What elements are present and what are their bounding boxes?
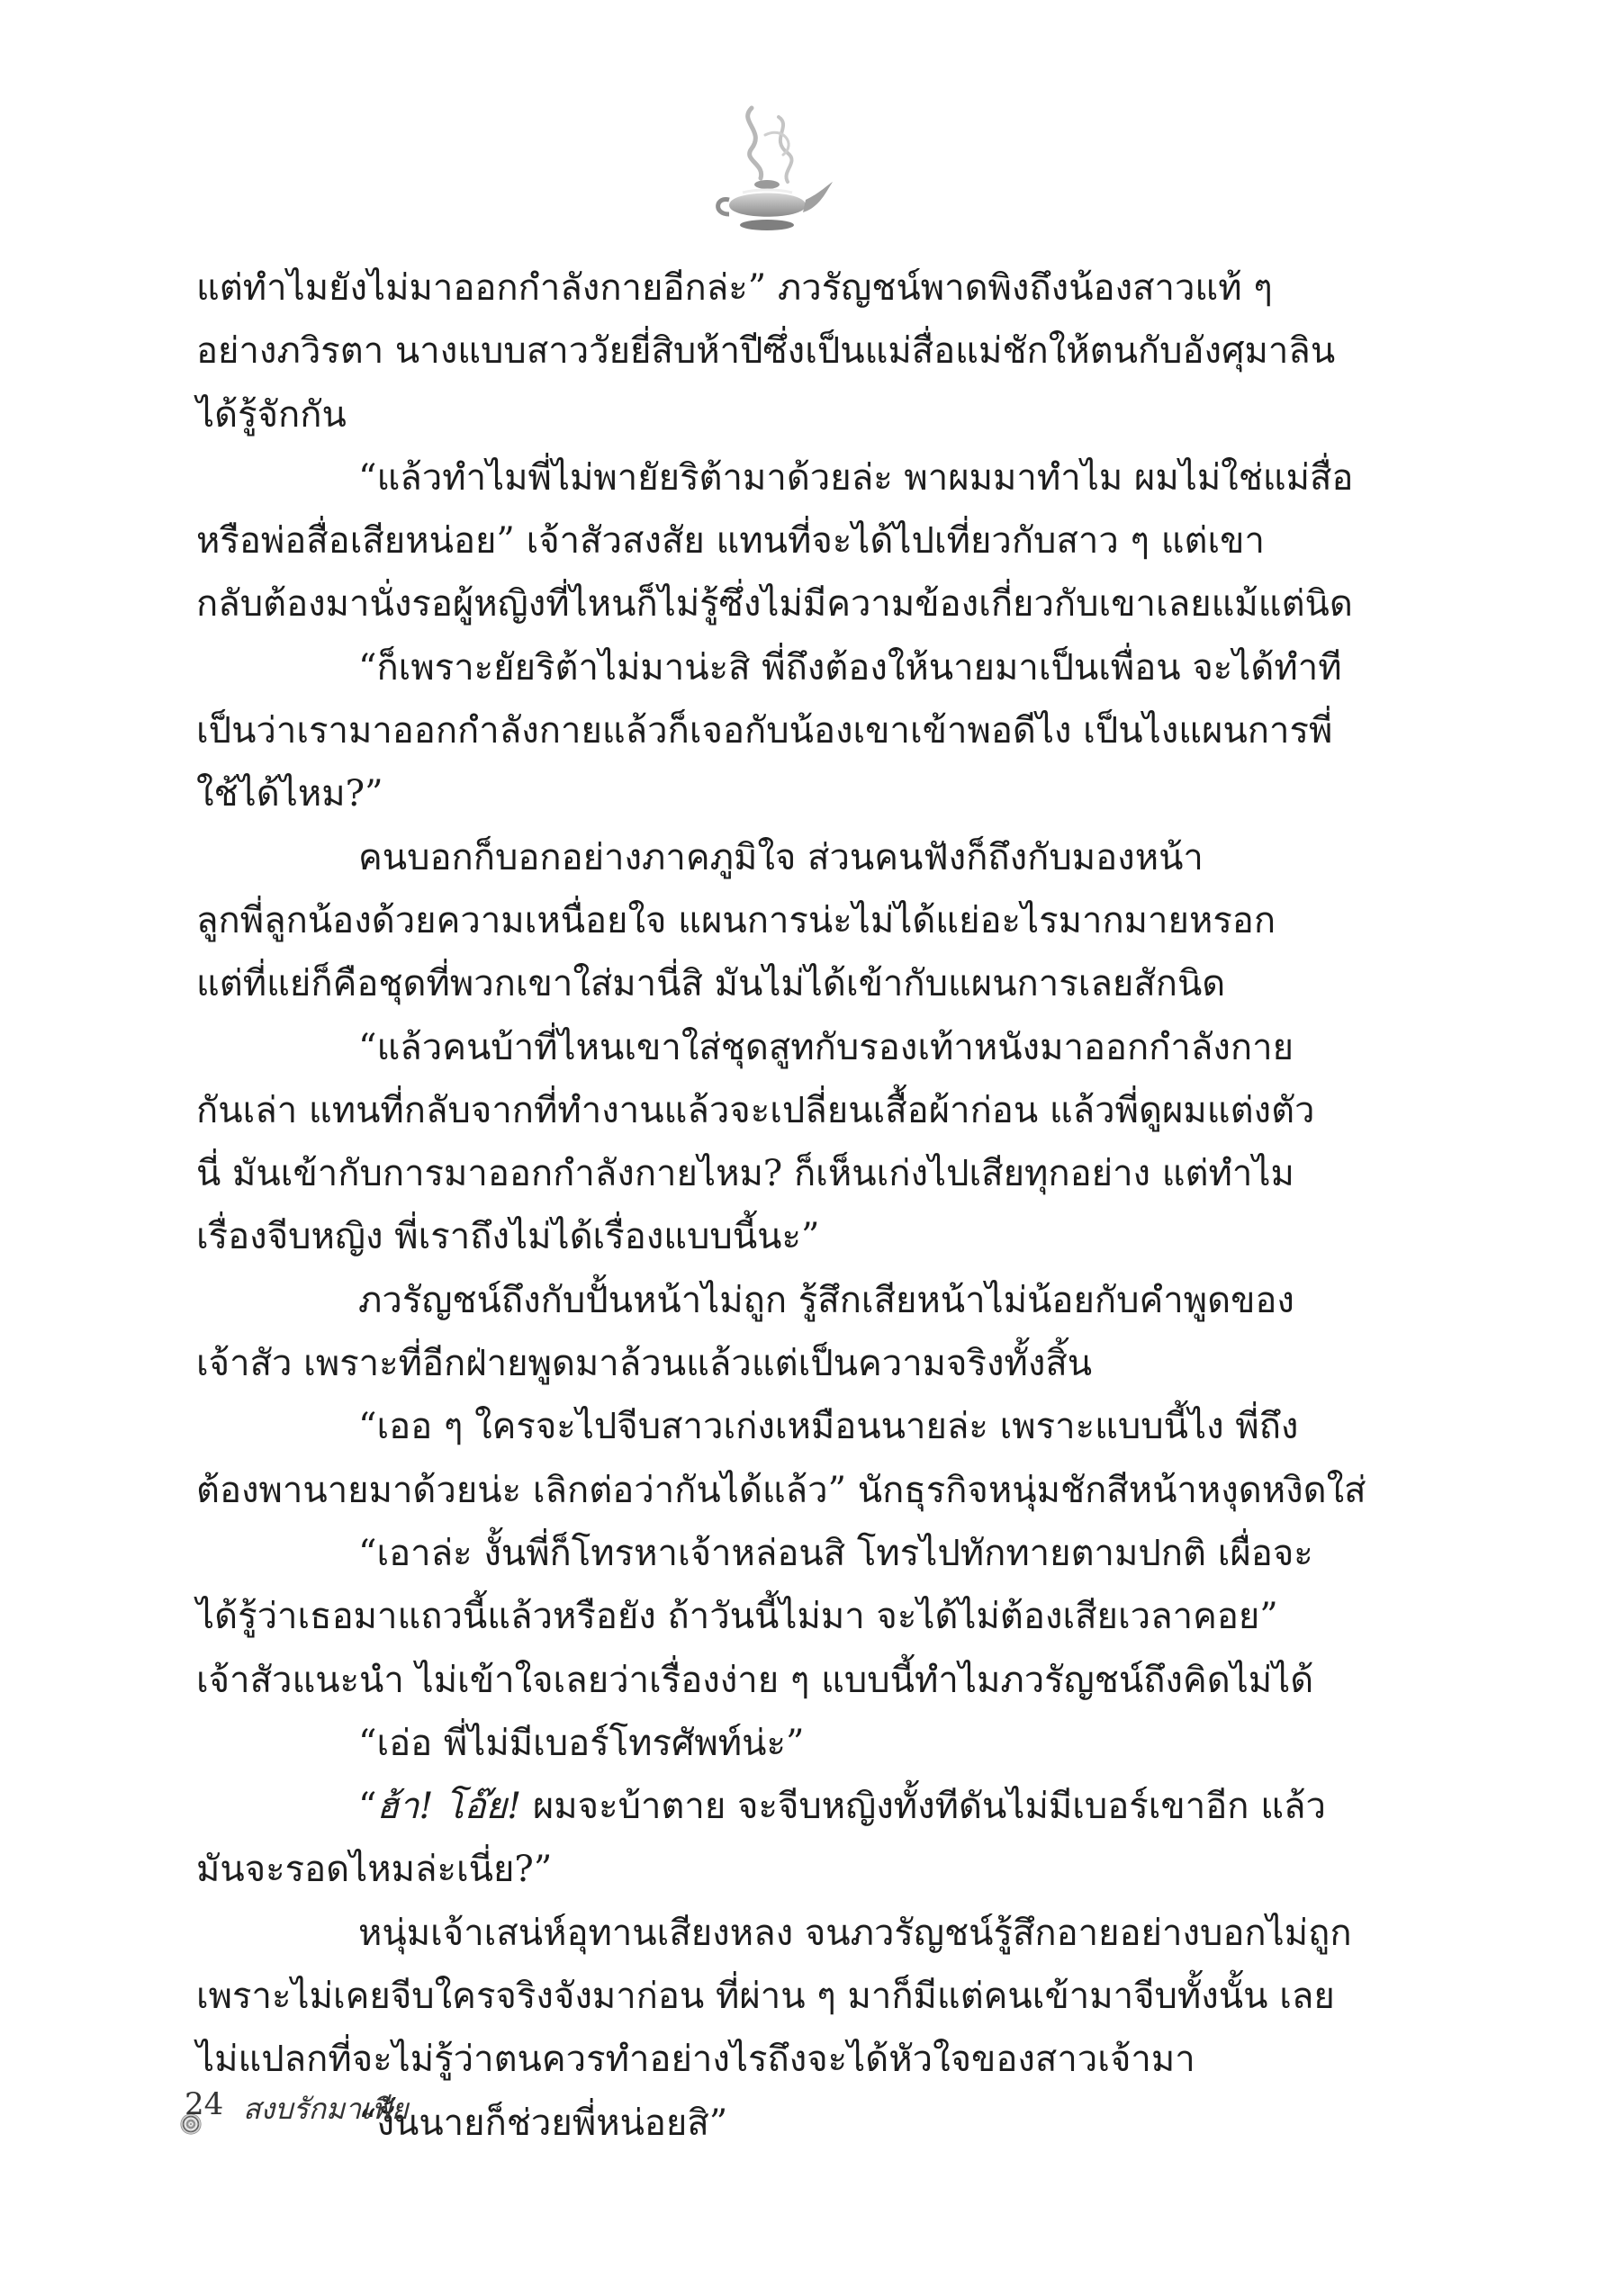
paragraph (196, 1775, 1393, 1902)
text-line: “ก็เพราะยัยริต้าไม่มาน่ะสิ พี่ถึงต้องให้นายมาเป็นเพื่อน จะได้ทำที (358, 646, 1342, 689)
text-line: คนบอกก็บอกอย่างภาคภูมิใจ ส่วนคนฟังก็ถึงกับมองหน้า (358, 836, 1204, 878)
text-line: ต้องพานายมาด้วยน่ะ เลิกต่อว่ากันได้แล้ว” นักธุรกิจหนุ่มชักสีหน้าหงุดหงิดใส่ (196, 1469, 1366, 1511)
text-line: “เอ่อ พี่ไม่มีเบอร์โทรศัพท์น่ะ” (358, 1722, 805, 1764)
text-line: “เออ ๆ ใครจะไปจีบสาวเก่งเหมือนนายล่ะ เพราะแบบนี้ไง พี่ถึง (358, 1406, 1299, 1448)
text-line: แต่ทำไมยังไม่มาออกกำลังกายอีกล่ะ” ภวรัญชน์พาดพิงถึงน้องสาวแท้ ๆ (196, 267, 1273, 309)
text-line: “ฮ้า! โอ๊ย! ผมจะบ้าตาย จะจีบหญิงทั้งทีดันไม่มีเบอร์เขาอีก แล้ว (358, 1786, 1326, 1828)
text-line: “แล้วคนบ้าที่ไหนเขาใส่ชุดสูทกับรองเท้าหนังมาออกกำลังกาย (358, 1026, 1294, 1068)
text-line: มันจะรอดไหมล่ะเนี่ย?” (196, 1849, 553, 1891)
text-line: เจ้าสัวแนะนำ ไม่เข้าใจเลยว่าเรื่องง่าย ๆ แบบนี้ทำไมภวรัญชน์ถึงคิดไม่ได้ (196, 1659, 1314, 1701)
text-line: หนุ่มเจ้าเสน่ห์อุทานเสียงหลง จนภวรัญชน์รู้สึกอายอย่างบอกไม่ถูก (358, 1912, 1352, 1954)
paragraph (196, 257, 1393, 446)
italic-exclamation: ฮ้า! โอ๊ย! (376, 1786, 522, 1828)
text-line: ไม่แปลกที่จะไม่รู้ว่าตนควรทำอย่างไรถึงจะได้หัวใจของสาวเจ้ามา (196, 2039, 1195, 2081)
body-text (196, 257, 1393, 2155)
text-line: กลับต้องมานั่งรอผู้หญิงที่ไหนก็ไม่รู้ซึ่งไม่มีความข้องเกี่ยวกับเขาเลยแม้แต่นิด (196, 583, 1353, 626)
text-line: นี่ มันเข้ากับการมาออกกำลังกายไหม? ก็เห็นเก่งไปเสียทุกอย่าง แต่ทำไม (196, 1153, 1294, 1195)
teapot-lamp-ornament-icon (702, 99, 837, 248)
text-line: แต่ที่แย่ก็คือชุดที่พวกเขาใส่มานี่สิ มันไม่ได้เข้ากับแผนการเลยสักนิด (196, 963, 1226, 1005)
text-line: ได้รู้จักกัน (196, 393, 347, 436)
text-line: หรือพ่อสื่อเสียหน่อย” เจ้าสัวสงสัย แทนที่จะได้ไปเที่ยวกับสาว ๆ แต่เขา (196, 520, 1265, 563)
text-line: ลูกพี่ลูกน้องด้วยความเหนื่อยใจ แผนการน่ะไม่ได้แย่อะไรมากมายหรอก (196, 899, 1276, 941)
text-line: เจ้าสัว เพราะที่อีกฝ่ายพูดมาล้วนแล้วแต่เป็นความจริงทั้งสิ้น (196, 1343, 1093, 1385)
text-line: ได้รู้ว่าเธอมาแถวนี้แล้วหรือยัง ถ้าวันนี้ไม่มา จะได้ไม่ต้องเสียเวลาคอย” (196, 1596, 1278, 1638)
paragraph (196, 1522, 1393, 1712)
text-line: อย่างภวิรตา นางแบบสาววัยยี่สิบห้าปีซึ่งเป็นแม่สื่อแม่ชักให้ตนกับอังศุมาลิน (196, 330, 1336, 373)
text-line: เพราะไม่เคยจีบใครจริงจังมาก่อน ที่ผ่าน ๆ มาก็มีแต่คนเข้ามาจีบทั้งนั้น เลย (196, 1976, 1335, 2018)
paragraph (196, 1395, 1393, 1522)
text-line: “งั้นนายก็ช่วยพี่หน่อยสิ” (358, 2102, 728, 2144)
text-line: ใช้ได้ไหม?” (196, 773, 383, 815)
paragraph (196, 1269, 1393, 1396)
paragraph (196, 636, 1393, 826)
text-line: “แล้วทำไมพี่ไม่พายัยริต้ามาด้วยล่ะ พาผมมาทำไม ผมไม่ใช่แม่สื่อ (358, 456, 1354, 499)
paragraph (196, 446, 1393, 636)
text-line: เป็นว่าเรามาออกกำลังกายแล้วก็เจอกับน้องเขาเข้าพอดีไง เป็นไงแผนการพี่ (196, 710, 1333, 752)
text-line: “เอาล่ะ งั้นพี่ก็โทรหาเจ้าหล่อนสิ โทรไปทักทายตามปกติ เผื่อจะ (358, 1532, 1313, 1574)
page-number: 24 (185, 2086, 224, 2122)
paragraph (196, 826, 1393, 1016)
text-line: ภวรัญชน์ถึงกับปั้นหน้าไม่ถูก รู้สึกเสียหน้าไม่น้อยกับคำพูดของ (358, 1279, 1294, 1321)
text-line: กันเล่า แทนที่กลับจากที่ทำงานแล้วจะเปลี่ยนเสื้อผ้าก่อน แล้วพี่ดูผมแต่งตัว (196, 1089, 1315, 1131)
book-title: สงบรักมาเฟีย (243, 2092, 409, 2126)
paragraph (196, 1016, 1393, 1269)
text-line: เรื่องจีบหญิง พี่เราถึงไม่ได้เรื่องแบบนี้นะ” (196, 1216, 820, 1258)
paragraph (196, 1902, 1393, 2092)
paragraph (196, 1712, 1393, 1775)
